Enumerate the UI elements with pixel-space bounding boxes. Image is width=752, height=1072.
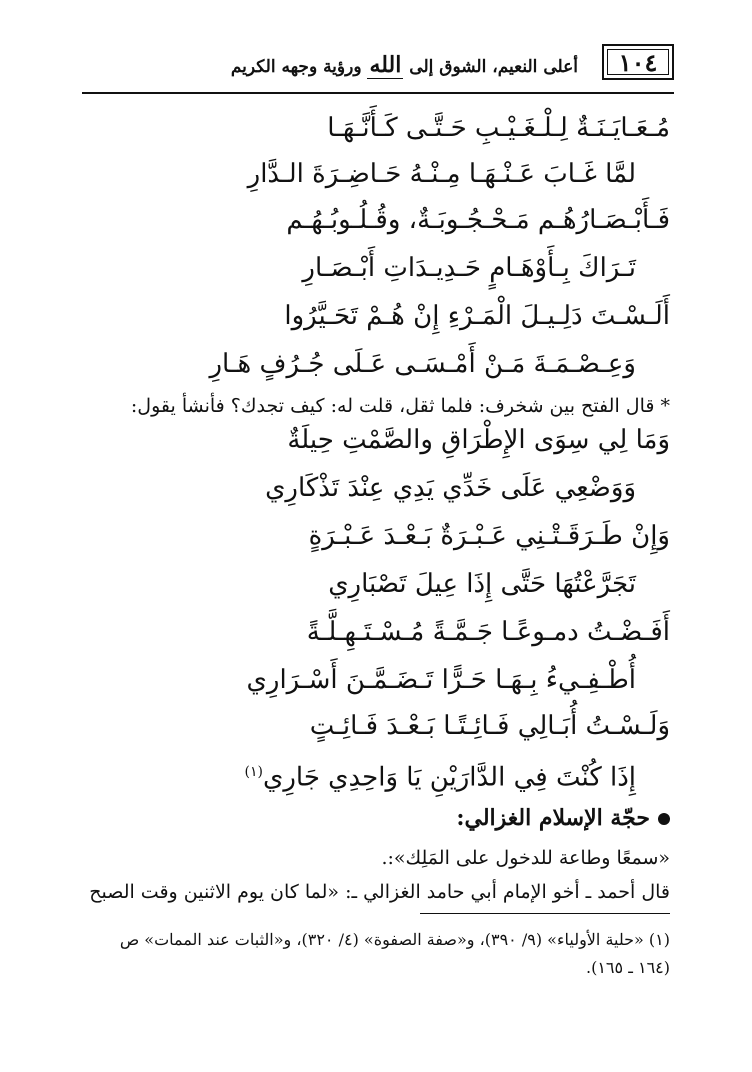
verse-line — [82, 752, 670, 792]
verse-line: وَوَضْعِي عَلَى خَدِّي يَدِي عِنْدَ تَذْكَارِي — [265, 473, 636, 503]
verse-line: لمَّا غَـابَ عَـنْـهَـا مِـنْـهُ حَـاضِـرَةَ الـدَّارِ — [247, 159, 636, 189]
prose-line: * قال الفتح بين شخرف: فلما ثقل، قلت له: كيف تجدك؟ فأنشأ يقول: — [130, 395, 670, 417]
page-number — [602, 44, 674, 80]
verse-line: أَفَـضْـتُ دمـوعًـا جَـمَّـةً مُـسْـتَـهِـلَّـةً — [306, 617, 670, 647]
footnote-line: (١) «حلية الأولياء» (٩/ ٣٩٠)، و«صفة الصفوة» (٤/ ٣٢٠)، و«الثبات عند الممات» ص — [119, 930, 670, 949]
page-number-text: ١٠٤ — [618, 47, 658, 77]
bullet-icon — [658, 813, 670, 825]
verse-line: أَلَـسْـتَ دَلِـيـلَ الْمَـرْءِ إِنْ هُـمْ تَحَـيَّرُوا — [284, 301, 670, 331]
header-divider — [82, 92, 674, 94]
verse-line: وَعِـصْـمَـةَ مَـنْ أَمْـسَـى عَـلَى جُـرُفٍ هَـارِ — [209, 349, 636, 379]
footnote — [78, 926, 670, 982]
allah-calligraphy: الله — [369, 52, 402, 78]
prose-line: قال أحمد ـ أخو الإمام أبي حامد الغزالي ـ: «لما كان يوم الاثنين وقت الصبح — [89, 881, 670, 903]
verse-text: إِذَا كُنْتَ فِي الدَّارَيْنِ يَا وَاحِدِي جَارِي — [263, 762, 636, 793]
verse-line: أُطْـفِـيءُ بِـهَـا حَـرًّا تَـضَـمَّـنَ أَسْـرَارِي — [246, 665, 636, 695]
section-heading-text: حجّة الإسلام الغزالي: — [456, 805, 650, 831]
verse-line: تَـرَاكَ بِـأَوْهَـامٍ حَـدِيـدَاتِ أَبْـصَـارِ — [302, 253, 636, 283]
footnote-divider — [420, 913, 670, 914]
verse-line: وَلَـسْـتُ أُبَـالِي فَـائِـتًـا بَـعْـدَ فَـائِـتٍ — [309, 711, 670, 741]
running-title-after: ورؤية وجهه الكريم — [230, 57, 368, 77]
verse-line: وَمَا لِي سِوَى الإِطْرَاقِ والصَّمْتِ حِيلَةٌ — [287, 425, 670, 455]
verse-line: فَـأَبْـصَـارُهُـم مَـحْـجُـوبَـةٌ، وقُـلُـوبُـهُـم — [286, 205, 670, 235]
page-header — [82, 38, 674, 90]
footnote-marker: (١) — [244, 764, 264, 780]
verse-line: تَجَرَّعْتُهَا حَتَّى إِذَا عِيلَ تَصْبَارِي — [328, 569, 636, 599]
running-title-before: أعلى النعيم، الشوق إلى — [403, 57, 578, 77]
section-heading — [82, 798, 670, 838]
footnote-line: (١٦٤ ـ ١٦٥). — [586, 958, 670, 977]
running-title — [82, 52, 578, 78]
verse-line: وَإِنْ طَـرَقَـتْـنِي عَـبْـرَةٌ بَـعْـدَ عَـبْـرَةٍ — [308, 521, 670, 551]
prose-line: «سمعًا وطاعة للدخول على المَلِك»:. — [381, 847, 670, 869]
verse-line: مُـعَـايَـنَـةٌ لِـلْـغَـيْـبِ حَـتَّـى كَـأَنَّـهَـا — [327, 113, 670, 143]
